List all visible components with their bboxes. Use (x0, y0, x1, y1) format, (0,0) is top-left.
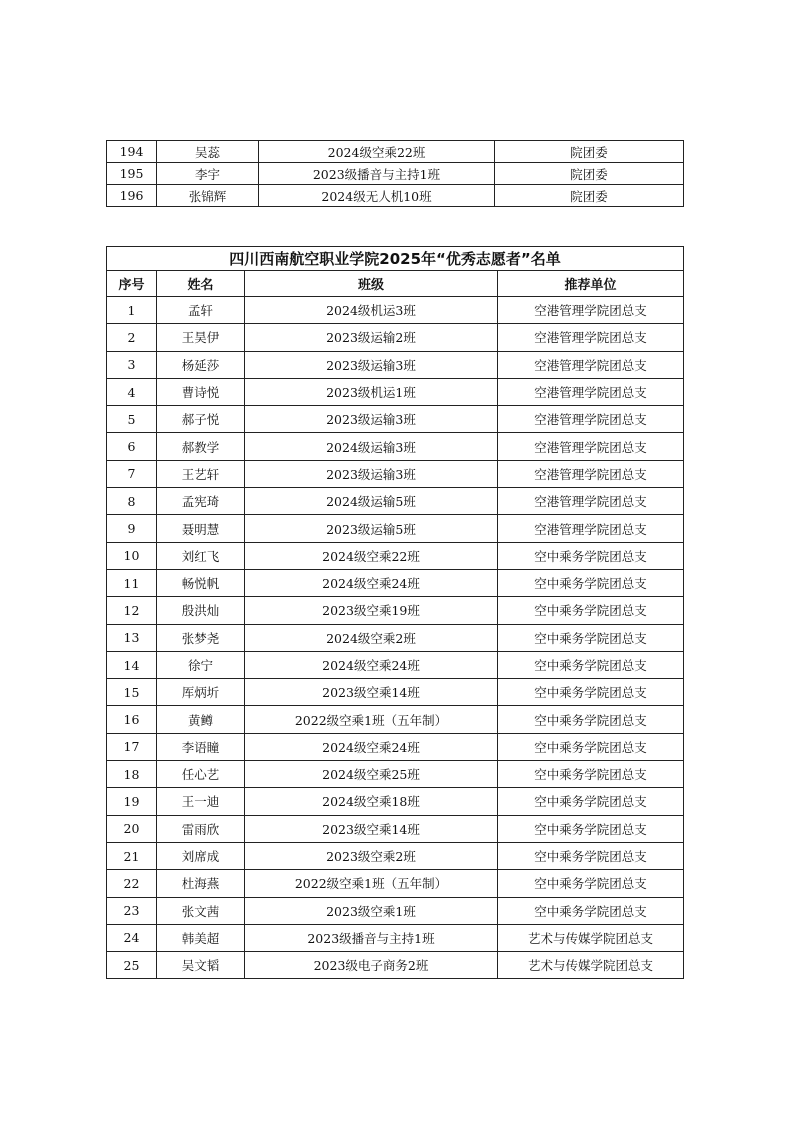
cell-index: 19 (107, 788, 157, 815)
cell-index: 25 (107, 952, 157, 979)
cell-index: 11 (107, 569, 157, 596)
cell-unit: 空中乘务学院团总支 (498, 597, 684, 624)
cell-index: 14 (107, 651, 157, 678)
cell-name: 王一迪 (157, 788, 245, 815)
continued-volunteer-table (106, 140, 684, 207)
table-row (107, 433, 684, 460)
cell-class: 2023级空乘1班 (245, 897, 498, 924)
cell-name: 吴蕊 (157, 141, 259, 163)
table-row (107, 488, 684, 515)
cell-class: 2024级空乘24班 (245, 651, 498, 678)
cell-unit: 空港管理学院团总支 (498, 488, 684, 515)
cell-class: 2024级空乘24班 (245, 733, 498, 760)
cell-class: 2024级运输3班 (245, 433, 498, 460)
cell-unit: 空中乘务学院团总支 (498, 651, 684, 678)
cell-unit: 艺术与传媒学院团总支 (498, 952, 684, 979)
cell-class: 2024级空乘25班 (245, 761, 498, 788)
table-row (107, 163, 684, 185)
cell-name: 郝教学 (157, 433, 245, 460)
cell-index: 17 (107, 733, 157, 760)
cell-unit: 院团委 (495, 163, 684, 185)
cell-name: 张梦尧 (157, 624, 245, 651)
table-row (107, 679, 684, 706)
cell-class: 2023级机运1班 (245, 378, 498, 405)
table-title-row (107, 247, 684, 271)
cell-class: 2024级机运3班 (245, 297, 498, 324)
cell-index: 194 (107, 141, 157, 163)
table-row (107, 870, 684, 897)
cell-index: 20 (107, 815, 157, 842)
table-row (107, 141, 684, 163)
table-row (107, 924, 684, 951)
cell-class: 2022级空乘1班（五年制） (245, 870, 498, 897)
cell-name: 刘席成 (157, 842, 245, 869)
cell-name: 孟轩 (157, 297, 245, 324)
cell-index: 7 (107, 460, 157, 487)
cell-unit: 空中乘务学院团总支 (498, 815, 684, 842)
header-index: 序号 (107, 271, 157, 297)
cell-class: 2023级播音与主持1班 (259, 163, 495, 185)
table-row (107, 597, 684, 624)
header-name: 姓名 (157, 271, 245, 297)
cell-name: 聂明慧 (157, 515, 245, 542)
cell-name: 孟宪琦 (157, 488, 245, 515)
cell-name: 韩美超 (157, 924, 245, 951)
cell-class: 2023级电子商务2班 (245, 952, 498, 979)
cell-name: 厍炳圻 (157, 679, 245, 706)
cell-index: 21 (107, 842, 157, 869)
cell-name: 任心艺 (157, 761, 245, 788)
cell-unit: 空港管理学院团总支 (498, 297, 684, 324)
cell-name: 张锦辉 (157, 185, 259, 207)
cell-class: 2023级空乘2班 (245, 842, 498, 869)
cell-class: 2024级运输5班 (245, 488, 498, 515)
table-title: 四川西南航空职业学院2025年“优秀志愿者”名单 (107, 247, 684, 271)
cell-name: 畅悦帆 (157, 569, 245, 596)
table-row (107, 569, 684, 596)
cell-index: 12 (107, 597, 157, 624)
cell-name: 殷洪灿 (157, 597, 245, 624)
cell-index: 1 (107, 297, 157, 324)
cell-name: 雷雨欣 (157, 815, 245, 842)
cell-index: 13 (107, 624, 157, 651)
cell-class: 2023级运输3班 (245, 351, 498, 378)
cell-name: 王艺轩 (157, 460, 245, 487)
header-unit: 推荐单位 (498, 271, 684, 297)
cell-index: 9 (107, 515, 157, 542)
cell-index: 5 (107, 406, 157, 433)
cell-index: 15 (107, 679, 157, 706)
cell-index: 8 (107, 488, 157, 515)
cell-class: 2023级播音与主持1班 (245, 924, 498, 951)
cell-unit: 空中乘务学院团总支 (498, 897, 684, 924)
cell-name: 张文茜 (157, 897, 245, 924)
cell-index: 4 (107, 378, 157, 405)
cell-index: 2 (107, 324, 157, 351)
cell-index: 24 (107, 924, 157, 951)
cell-unit: 空港管理学院团总支 (498, 351, 684, 378)
cell-index: 3 (107, 351, 157, 378)
cell-unit: 空中乘务学院团总支 (498, 706, 684, 733)
cell-unit: 空港管理学院团总支 (498, 378, 684, 405)
table-row (107, 351, 684, 378)
cell-index: 22 (107, 870, 157, 897)
table-row (107, 761, 684, 788)
table-row (107, 624, 684, 651)
table-header-row (107, 271, 684, 297)
cell-class: 2023级空乘14班 (245, 679, 498, 706)
table-row (107, 378, 684, 405)
table-row (107, 460, 684, 487)
table-row (107, 706, 684, 733)
cell-unit: 院团委 (495, 185, 684, 207)
table-row (107, 324, 684, 351)
cell-unit: 空港管理学院团总支 (498, 460, 684, 487)
cell-class: 2024级空乘24班 (245, 569, 498, 596)
cell-unit: 空港管理学院团总支 (498, 324, 684, 351)
cell-class: 2024级空乘2班 (245, 624, 498, 651)
table-row (107, 733, 684, 760)
cell-class: 2023级运输5班 (245, 515, 498, 542)
cell-name: 徐宁 (157, 651, 245, 678)
cell-class: 2023级空乘19班 (245, 597, 498, 624)
cell-class: 2023级运输3班 (245, 406, 498, 433)
cell-index: 195 (107, 163, 157, 185)
cell-class: 2023级运输2班 (245, 324, 498, 351)
cell-index: 23 (107, 897, 157, 924)
cell-name: 吴文韬 (157, 952, 245, 979)
table-row (107, 952, 684, 979)
table-row (107, 406, 684, 433)
cell-unit: 艺术与传媒学院团总支 (498, 924, 684, 951)
cell-index: 6 (107, 433, 157, 460)
cell-index: 10 (107, 542, 157, 569)
cell-unit: 院团委 (495, 141, 684, 163)
cell-index: 16 (107, 706, 157, 733)
cell-class: 2023级空乘14班 (245, 815, 498, 842)
table-row (107, 515, 684, 542)
table-row (107, 788, 684, 815)
cell-name: 郝子悦 (157, 406, 245, 433)
cell-unit: 空中乘务学院团总支 (498, 679, 684, 706)
cell-name: 黄鳟 (157, 706, 245, 733)
cell-unit: 空中乘务学院团总支 (498, 788, 684, 815)
cell-index: 196 (107, 185, 157, 207)
cell-unit: 空中乘务学院团总支 (498, 761, 684, 788)
table-row (107, 897, 684, 924)
cell-name: 杨延莎 (157, 351, 245, 378)
cell-name: 曹诗悦 (157, 378, 245, 405)
table-row (107, 842, 684, 869)
cell-class: 2024级空乘18班 (245, 788, 498, 815)
cell-name: 王昊伊 (157, 324, 245, 351)
table-row (107, 651, 684, 678)
cell-name: 杜海燕 (157, 870, 245, 897)
cell-unit: 空港管理学院团总支 (498, 515, 684, 542)
cell-name: 刘红飞 (157, 542, 245, 569)
cell-unit: 空中乘务学院团总支 (498, 569, 684, 596)
cell-class: 2024级空乘22班 (245, 542, 498, 569)
cell-index: 18 (107, 761, 157, 788)
table-row (107, 185, 684, 207)
cell-name: 李宇 (157, 163, 259, 185)
header-class: 班级 (245, 271, 498, 297)
cell-class: 2022级空乘1班（五年制） (245, 706, 498, 733)
cell-unit: 空中乘务学院团总支 (498, 624, 684, 651)
cell-class: 2024级空乘22班 (259, 141, 495, 163)
table-row (107, 542, 684, 569)
cell-class: 2024级无人机10班 (259, 185, 495, 207)
table-row (107, 297, 684, 324)
continued-table-body (107, 141, 684, 207)
cell-unit: 空中乘务学院团总支 (498, 842, 684, 869)
main-table-body (107, 297, 684, 979)
cell-unit: 空港管理学院团总支 (498, 433, 684, 460)
excellent-volunteer-table (106, 246, 684, 979)
cell-unit: 空中乘务学院团总支 (498, 733, 684, 760)
table-row (107, 815, 684, 842)
cell-unit: 空中乘务学院团总支 (498, 542, 684, 569)
cell-unit: 空中乘务学院团总支 (498, 870, 684, 897)
cell-name: 李语瞳 (157, 733, 245, 760)
cell-class: 2023级运输3班 (245, 460, 498, 487)
cell-unit: 空港管理学院团总支 (498, 406, 684, 433)
